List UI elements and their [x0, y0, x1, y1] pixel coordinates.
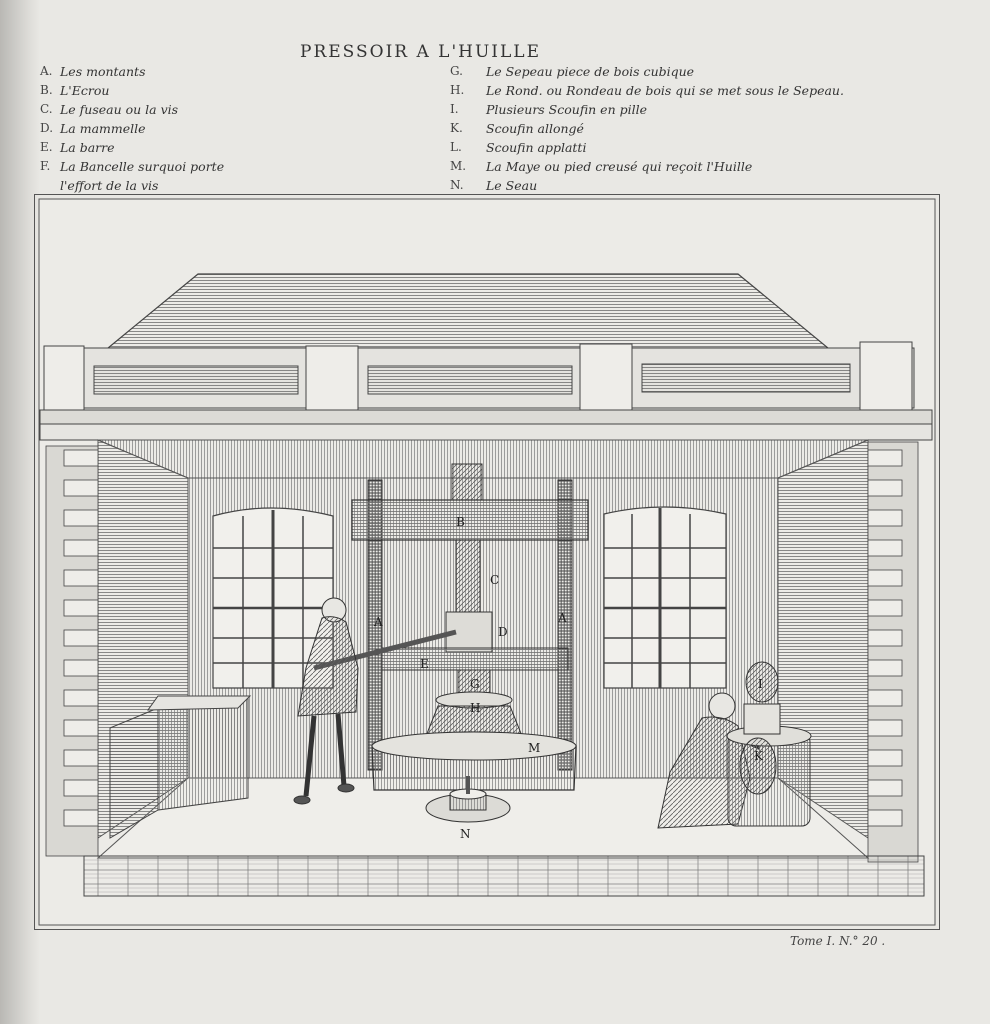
legend-text: La Maye ou pied creusé qui reçoit l'Huille: [486, 159, 753, 174]
legend-text: La barre: [60, 140, 115, 155]
plate-letter-g: G: [470, 677, 480, 691]
legend-item: [40, 138, 300, 157]
plate-letter-i: I: [758, 677, 763, 691]
roof: [108, 274, 828, 348]
screw-top: [452, 464, 482, 500]
legend-key: M.: [450, 159, 467, 173]
press-nut-beam: [352, 500, 588, 540]
legend-key: D.: [40, 121, 54, 135]
legend-item: [40, 100, 300, 119]
legend-text: Le Rond. ou Rondeau de bois qui se met sous le Sepeau.: [486, 83, 844, 98]
plate-letter-b: B: [456, 515, 465, 529]
legend-text: Le Seau: [486, 178, 538, 193]
ceiling: [98, 440, 868, 478]
left-quoins: [46, 446, 98, 856]
legend-text: La Bancelle surquoi porte: [60, 159, 225, 174]
engraving-illustration: [38, 198, 936, 926]
parapet: [40, 342, 932, 440]
legend-item: [40, 176, 300, 195]
legend-item: [450, 62, 950, 81]
legend-key: [40, 176, 60, 195]
legend-item: [40, 157, 300, 176]
legend-item: [40, 119, 300, 138]
bancelle: [382, 648, 568, 670]
legend-item: [450, 157, 950, 176]
legend-key: I.: [450, 102, 459, 116]
plate-letter-m: M: [528, 741, 541, 755]
legend-text: Le fuseau ou la vis: [60, 102, 179, 117]
legend-text: Le Sepeau piece de bois cubique: [486, 64, 695, 79]
legend-text: Scoufin allongé: [486, 121, 584, 136]
legend-left: [40, 62, 300, 195]
plate-letter-c: C: [490, 573, 500, 587]
legend-text: L'Ecrou: [60, 83, 110, 98]
legend-key: B.: [40, 83, 53, 97]
front-step: [84, 856, 924, 896]
plate-letter-a: A: [374, 615, 383, 629]
legend-text: l'effort de la vis: [60, 178, 159, 193]
legend-key: E.: [40, 140, 53, 154]
plate-letter-d: D: [498, 625, 508, 639]
legend-item: [450, 176, 950, 195]
legend-key: L.: [450, 140, 462, 154]
legend-item: [40, 81, 300, 100]
plate-letter-h: H: [470, 701, 481, 715]
legend-text: La mammelle: [60, 121, 146, 136]
legend-item: [450, 100, 950, 119]
legend-item: [450, 138, 950, 157]
legend-key: G.: [450, 64, 463, 78]
legend-text: Les montants: [60, 64, 146, 79]
legend-text: Scoufin applatti: [486, 140, 587, 155]
legend-key: K.: [450, 121, 463, 135]
plate-letter-n: N: [460, 827, 471, 841]
legend-key: C.: [40, 102, 53, 116]
plate-letter-e: E: [420, 657, 429, 671]
folio-reference: Tome I. N.° 20 .: [790, 934, 886, 948]
right-quoins: [868, 442, 918, 862]
plate-letter-k: K: [754, 749, 763, 763]
legend-item: [40, 62, 300, 81]
legend-key: H.: [450, 83, 465, 97]
legend-text: Plusieurs Scoufin en pille: [486, 102, 647, 117]
legend-item: [450, 81, 950, 100]
legend-right: [450, 62, 950, 195]
legend-key: F.: [40, 159, 51, 173]
plate-title: PRESSOIR A L'HUILLE: [300, 42, 541, 62]
right-window: [604, 507, 726, 688]
plate-letter-a: A: [558, 611, 567, 625]
legend-key: A.: [40, 64, 53, 78]
legend-item: [450, 119, 950, 138]
legend-key: N.: [450, 178, 464, 192]
press-screw: [456, 540, 480, 614]
